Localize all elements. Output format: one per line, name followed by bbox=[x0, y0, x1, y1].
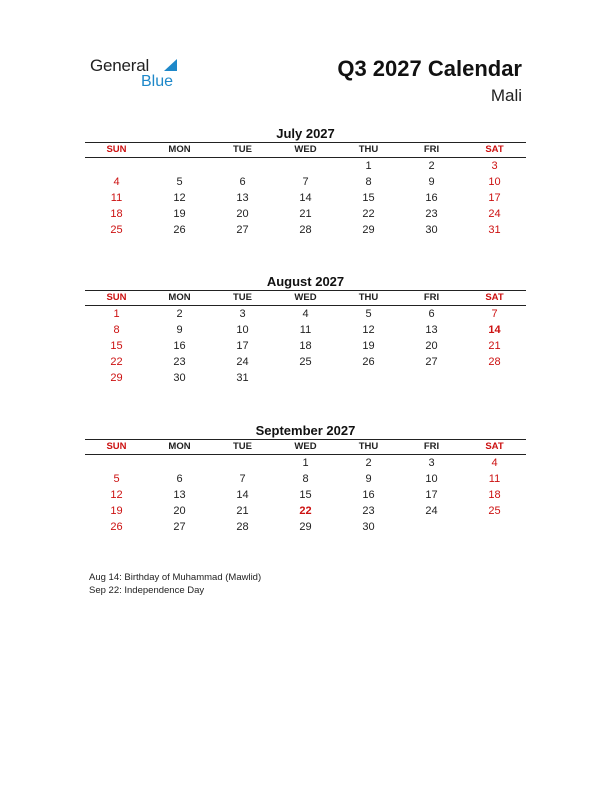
weekday-label: TUE bbox=[233, 144, 252, 155]
day-cell: 2 bbox=[365, 457, 372, 469]
week-row bbox=[85, 471, 526, 487]
day-cell: 9 bbox=[365, 473, 372, 485]
day-cell: 1 bbox=[365, 160, 372, 172]
week-row bbox=[85, 370, 526, 386]
day-cell: 24 bbox=[236, 356, 249, 368]
day-cell: 24 bbox=[425, 505, 438, 517]
day-cell: 15 bbox=[299, 489, 312, 501]
day-cell: 22 bbox=[110, 356, 123, 368]
day-cell: 18 bbox=[299, 340, 312, 352]
week-row bbox=[85, 206, 526, 222]
day-cell: 17 bbox=[488, 192, 501, 204]
day-cell bbox=[274, 370, 337, 386]
day-cell bbox=[148, 158, 211, 174]
day-cell: 17 bbox=[425, 489, 438, 501]
weekday-label: SAT bbox=[485, 441, 504, 452]
day-cell: 28 bbox=[488, 356, 501, 368]
weekday-label: THU bbox=[358, 441, 379, 452]
day-cell: 31 bbox=[488, 224, 501, 236]
day-cell: 5 bbox=[113, 473, 120, 485]
day-cell: 8 bbox=[302, 473, 309, 485]
week-row bbox=[85, 487, 526, 503]
day-cell: 19 bbox=[173, 208, 186, 220]
day-cell: 30 bbox=[425, 224, 438, 236]
weekday-label: SAT bbox=[485, 292, 504, 303]
day-cell: 19 bbox=[362, 340, 375, 352]
day-cell: 9 bbox=[428, 176, 435, 188]
day-cell: 21 bbox=[488, 340, 501, 352]
day-cell: 3 bbox=[491, 160, 498, 172]
day-cell: 15 bbox=[110, 340, 123, 352]
day-cell: 20 bbox=[173, 505, 186, 517]
day-cell: 4 bbox=[302, 308, 309, 320]
day-cell: 28 bbox=[299, 224, 312, 236]
day-cell bbox=[337, 370, 400, 386]
logo-word-general: General bbox=[90, 56, 150, 75]
day-cell: 23 bbox=[425, 208, 438, 220]
day-cell: 20 bbox=[425, 340, 438, 352]
week-row bbox=[85, 455, 526, 471]
weekday-label: SUN bbox=[106, 292, 127, 303]
weekday-label: FRI bbox=[423, 292, 440, 303]
day-cell: 6 bbox=[239, 176, 246, 188]
weekday-label: SUN bbox=[106, 441, 127, 452]
day-cell: 12 bbox=[110, 489, 123, 501]
weekday-label: THU bbox=[358, 144, 379, 155]
day-cell: 18 bbox=[488, 489, 501, 501]
day-cell: 17 bbox=[236, 340, 249, 352]
week-row bbox=[85, 174, 526, 190]
day-cell: 26 bbox=[110, 521, 123, 533]
weekday-header-row bbox=[85, 142, 526, 158]
day-cell: 13 bbox=[236, 192, 249, 204]
page-title: Q3 2027 Calendar bbox=[337, 56, 522, 81]
day-cell: 28 bbox=[236, 521, 249, 533]
weekday-label: THU bbox=[358, 292, 379, 303]
weekday-label: WED bbox=[294, 292, 317, 303]
logo-word-blue: Blue bbox=[141, 73, 174, 90]
day-cell bbox=[148, 455, 211, 471]
day-cell: 21 bbox=[299, 208, 312, 220]
month-title: July 2027 bbox=[276, 126, 335, 141]
day-cell: 20 bbox=[236, 208, 249, 220]
month-block-august bbox=[85, 273, 526, 386]
week-row bbox=[85, 503, 526, 519]
day-cell: 7 bbox=[491, 308, 498, 320]
week-row bbox=[85, 354, 526, 370]
day-cell: 12 bbox=[173, 192, 186, 204]
weekday-label: SAT bbox=[485, 144, 504, 155]
day-cell: 10 bbox=[488, 176, 501, 188]
day-cell: 21 bbox=[236, 505, 249, 517]
weekday-label: MON bbox=[168, 441, 191, 452]
month-title: September 2027 bbox=[255, 423, 356, 438]
weekday-label: WED bbox=[294, 441, 317, 452]
day-cell: 11 bbox=[488, 473, 501, 485]
day-cell: 8 bbox=[113, 324, 120, 336]
day-cell: 5 bbox=[176, 176, 183, 188]
month-title: August 2027 bbox=[266, 274, 345, 289]
day-cell: 27 bbox=[236, 224, 249, 236]
day-cell: 3 bbox=[239, 308, 246, 320]
day-cell: 27 bbox=[425, 356, 438, 368]
day-cell: 23 bbox=[173, 356, 186, 368]
day-cell: 25 bbox=[299, 356, 312, 368]
logo bbox=[90, 56, 190, 96]
country-name: Mali bbox=[490, 86, 522, 105]
day-cell: 10 bbox=[425, 473, 438, 485]
holiday-day-cell: 22 bbox=[299, 505, 312, 517]
weekday-label: MON bbox=[168, 292, 191, 303]
holiday-note: Aug 14: Birthday of Muhammad (Mawlid) bbox=[89, 572, 262, 583]
day-cell: 11 bbox=[299, 324, 312, 336]
day-cell: 19 bbox=[110, 505, 123, 517]
day-cell: 10 bbox=[236, 324, 249, 336]
blue-triangle-icon bbox=[164, 59, 177, 71]
day-cell: 22 bbox=[362, 208, 375, 220]
weekday-label: WED bbox=[294, 144, 317, 155]
day-cell: 31 bbox=[236, 372, 249, 384]
week-row bbox=[85, 306, 526, 322]
week-row bbox=[85, 338, 526, 354]
holiday-notes bbox=[89, 571, 261, 597]
day-cell: 13 bbox=[425, 324, 438, 336]
day-cell: 11 bbox=[110, 192, 123, 204]
day-cell: 30 bbox=[173, 372, 186, 384]
day-cell: 29 bbox=[110, 372, 123, 384]
weekday-label: TUE bbox=[233, 441, 252, 452]
weekday-label: FRI bbox=[423, 144, 440, 155]
day-cell bbox=[463, 519, 526, 535]
day-cell: 24 bbox=[488, 208, 501, 220]
day-cell: 4 bbox=[113, 176, 120, 188]
day-cell: 9 bbox=[176, 324, 183, 336]
day-cell: 30 bbox=[362, 521, 375, 533]
weekday-label: TUE bbox=[233, 292, 252, 303]
day-cell bbox=[211, 455, 274, 471]
day-cell: 1 bbox=[113, 308, 120, 320]
day-cell: 16 bbox=[173, 340, 186, 352]
month-block-september bbox=[85, 422, 526, 535]
day-cell: 6 bbox=[176, 473, 183, 485]
day-cell: 26 bbox=[173, 224, 186, 236]
day-cell: 25 bbox=[488, 505, 501, 517]
day-cell: 4 bbox=[491, 457, 498, 469]
weekday-label: SUN bbox=[106, 144, 127, 155]
day-cell: 15 bbox=[362, 192, 375, 204]
week-row bbox=[85, 519, 526, 535]
day-cell: 7 bbox=[302, 176, 309, 188]
week-row bbox=[85, 322, 526, 338]
day-cell: 27 bbox=[173, 521, 186, 533]
day-cell: 3 bbox=[428, 457, 435, 469]
day-cell: 14 bbox=[299, 192, 312, 204]
day-cell bbox=[211, 158, 274, 174]
day-cell: 14 bbox=[236, 489, 249, 501]
day-cell: 1 bbox=[302, 457, 309, 469]
day-cell: 29 bbox=[362, 224, 375, 236]
day-cell bbox=[85, 455, 148, 471]
week-row bbox=[85, 158, 526, 174]
holiday-day-cell: 14 bbox=[488, 324, 501, 336]
week-row bbox=[85, 190, 526, 206]
day-cell bbox=[400, 370, 463, 386]
day-cell: 23 bbox=[362, 505, 375, 517]
weekday-header-row bbox=[85, 290, 526, 306]
day-cell: 26 bbox=[362, 356, 375, 368]
day-cell bbox=[463, 370, 526, 386]
day-cell: 12 bbox=[362, 324, 375, 336]
week-row bbox=[85, 222, 526, 238]
day-cell bbox=[274, 158, 337, 174]
day-cell: 13 bbox=[173, 489, 186, 501]
day-cell: 8 bbox=[365, 176, 372, 188]
day-cell bbox=[400, 519, 463, 535]
day-cell: 5 bbox=[365, 308, 372, 320]
day-cell: 25 bbox=[110, 224, 123, 236]
holiday-note: Sep 22: Independence Day bbox=[89, 585, 205, 596]
month-block-july bbox=[85, 125, 526, 238]
weekday-label: FRI bbox=[423, 441, 440, 452]
day-cell: 18 bbox=[110, 208, 123, 220]
day-cell: 6 bbox=[428, 308, 435, 320]
weekday-header-row bbox=[85, 439, 526, 455]
day-cell: 16 bbox=[362, 489, 375, 501]
day-cell: 2 bbox=[176, 308, 183, 320]
weekday-label: MON bbox=[168, 144, 191, 155]
day-cell: 29 bbox=[299, 521, 312, 533]
day-cell: 16 bbox=[425, 192, 438, 204]
day-cell: 2 bbox=[428, 160, 435, 172]
day-cell: 7 bbox=[239, 473, 246, 485]
day-cell bbox=[85, 158, 148, 174]
